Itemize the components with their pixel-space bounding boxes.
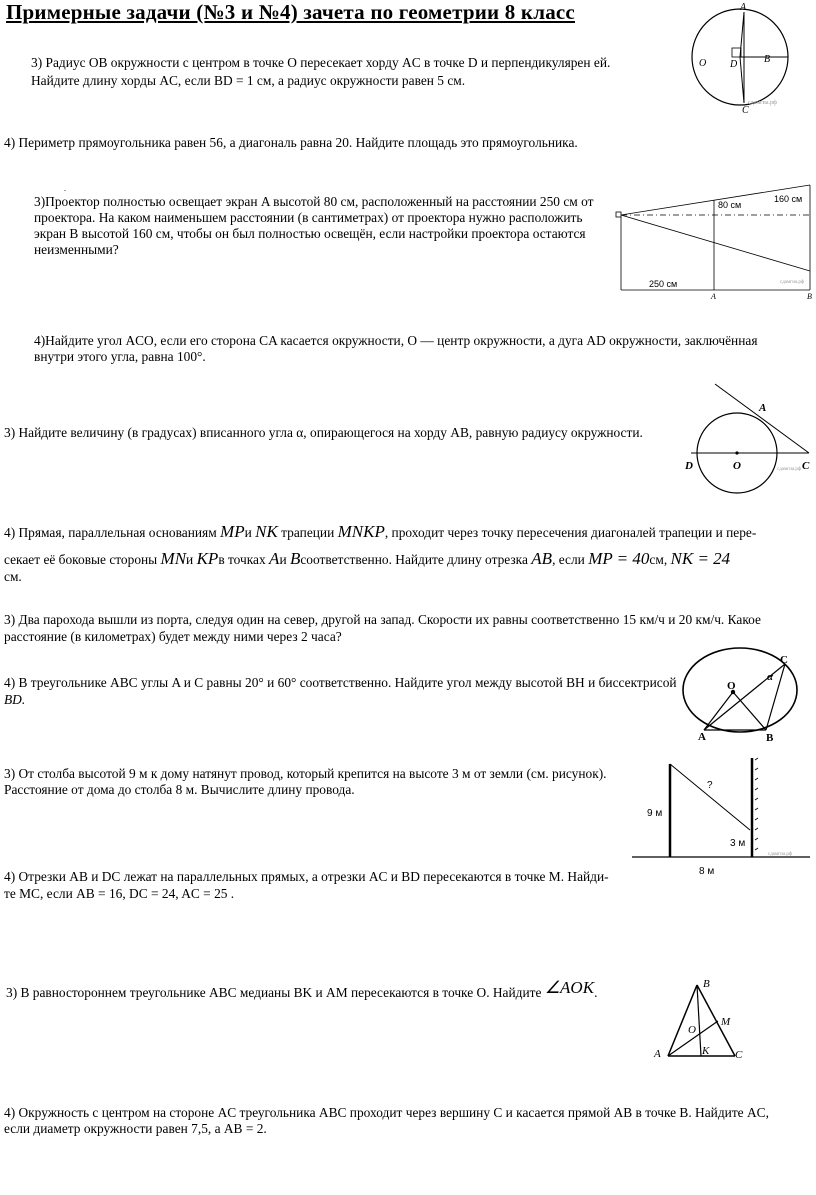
label-b: B <box>703 978 710 990</box>
problem-9-line-1: 3) От столба высотой 9 м к дому натянут провод, который крепится на высоте 3 м от земли (см. рисунок). <box>4 766 607 781</box>
inscribed-angle-figure <box>678 646 808 744</box>
angle-aok: ∠AOK <box>544 978 595 997</box>
problem-3-dot: . <box>64 184 66 193</box>
label-b: B <box>764 54 771 65</box>
label-a: A <box>740 2 747 13</box>
label-160cm: 160 см <box>774 194 803 204</box>
problem-11-line-1: 3) В равностороннем треугольнике ABC медианы BK и AM пересекаются в точке O. Найдите ∠AOK. <box>6 978 598 1000</box>
pole-wire-figure <box>632 756 812 876</box>
watermark: сдамгиа.рф <box>780 280 805 285</box>
problem-8-line-2: BD. <box>4 692 26 707</box>
tangent-figure <box>685 380 815 480</box>
problem-3-line-1: 3)Проектор полностью освещает экран A высотой 80 см, расположенный на расстоянии 250 см от <box>34 194 594 209</box>
label-question: ? <box>707 780 713 791</box>
page-title: Примерные задачи (№3 и №4) зачета по геометрии 8 класс <box>6 0 575 24</box>
problem-1-line-2: Найдите длину хорды AC, если BD = 1 см, а радиус окружности равен 5 см. <box>31 73 466 88</box>
label-a: A <box>698 731 706 743</box>
equilateral-triangle-figure <box>650 975 760 1065</box>
label-alpha: α <box>767 671 774 683</box>
problem-10-line-1: 4) Отрезки AB и DC лежат на параллельных прямых, а отрезки AC и BD пересекаются в точке M. Найди- <box>4 869 609 884</box>
problem-3-line-4: неизменными? <box>34 242 119 257</box>
label-k: K <box>702 1045 710 1057</box>
watermark: сдамгиа.рф <box>777 467 802 472</box>
problem-1-line-1: 3) Радиус OB окружности с центром в точке O пересекает хорду AC в точке D и перпендикулярен ей. <box>31 55 611 70</box>
label-3m: 3 м <box>730 838 746 849</box>
label-80cm: 80 см <box>718 200 742 210</box>
label-c: C <box>735 1049 743 1061</box>
projector-figure <box>612 183 816 313</box>
label-8m: 8 м <box>699 866 715 877</box>
problem-5-line-1: 3) Найдите величину (в градусах) вписанного угла α, опирающегося на хорду AB, равную радиусу окружности. <box>4 425 643 440</box>
label-a: A <box>711 292 716 301</box>
problem-6-line-2: секает её боковые стороны MNи KPв точках Aи Bсоответственно. Найдите длину отрезка AB, если MP = 40см, NK = 24 <box>4 549 731 568</box>
label-o: O <box>688 1024 696 1036</box>
watermark: сдамгиа.рф <box>768 852 793 857</box>
circle-chord-figure <box>644 0 814 120</box>
problem-6-line-1: 4) Прямая, параллельная основаниям MPи NK трапеции MNKP, проходит через точку пересечения диагоналей трапеции и пере- <box>4 522 757 541</box>
label-o: O <box>727 680 736 692</box>
problem-3-line-2: проектора. На каком наименьшем расстоянии (в сантиметрах) от проектора нужно расположить <box>34 210 583 225</box>
label-c: C <box>742 105 749 116</box>
label-m: M <box>721 1016 731 1028</box>
label-b: B <box>807 292 812 301</box>
label-9m: 9 м <box>647 808 663 819</box>
problem-7-line-1: 3) Два парохода вышли из порта, следуя один на север, другой на запад. Скорости их равны соответственно 15 км/ч и 20 км/ч. Какое <box>4 612 761 627</box>
problem-7-line-2: расстояние (в километрах) будет между ними через 2 часа? <box>4 629 342 644</box>
problem-12-line-2: если диаметр окружности равен 7,5, а AB = 2. <box>4 1121 267 1136</box>
problem-3-line-3: экран B высотой 160 см, чтобы он был полностью освещён, если настройки проектора остаются <box>34 226 586 241</box>
problem-4-line-1: 4)Найдите угол ACO, если его сторона CA касается окружности, O — центр окружности, а дуга AD окружности, заключённая <box>34 333 758 348</box>
label-b: B <box>766 732 774 744</box>
label-o: O <box>699 58 707 69</box>
watermark: сдамгиа.рф <box>748 100 777 106</box>
problem-9-line-2: Расстояние от дома до столба 8 м. Вычислите длину провода. <box>4 782 355 797</box>
label-a: A <box>759 402 767 414</box>
label-d: D <box>730 59 738 70</box>
problem-6-line-3: см. <box>4 569 22 584</box>
label-250cm: 250 см <box>649 279 678 289</box>
problem-12-line-1: 4) Окружность с центром на стороне AC треугольника ABC проходит через вершину C и касается прямой AB в точке B. Найдите AC, <box>4 1105 769 1120</box>
problem-10-line-2: те MC, если AB = 16, DC = 24, AC = 25 . <box>4 886 235 901</box>
label-c: C <box>802 460 810 472</box>
label-d: D <box>685 460 693 472</box>
problem-8-line-1: 4) В треугольнике ABC углы A и C равны 20° и 60° соответственно. Найдите угол между высотой BH и биссектрисой <box>4 675 677 690</box>
problem-2-line-1: 4) Периметр прямоугольника равен 56, а диагональ равна 20. Найдите площадь это прямоугольника. <box>4 135 578 150</box>
label-a: A <box>654 1048 661 1060</box>
problem-4-line-2: внутри этого угла, равна 100°. <box>34 349 206 364</box>
label-o: O <box>733 460 741 472</box>
label-c: C <box>780 654 788 666</box>
